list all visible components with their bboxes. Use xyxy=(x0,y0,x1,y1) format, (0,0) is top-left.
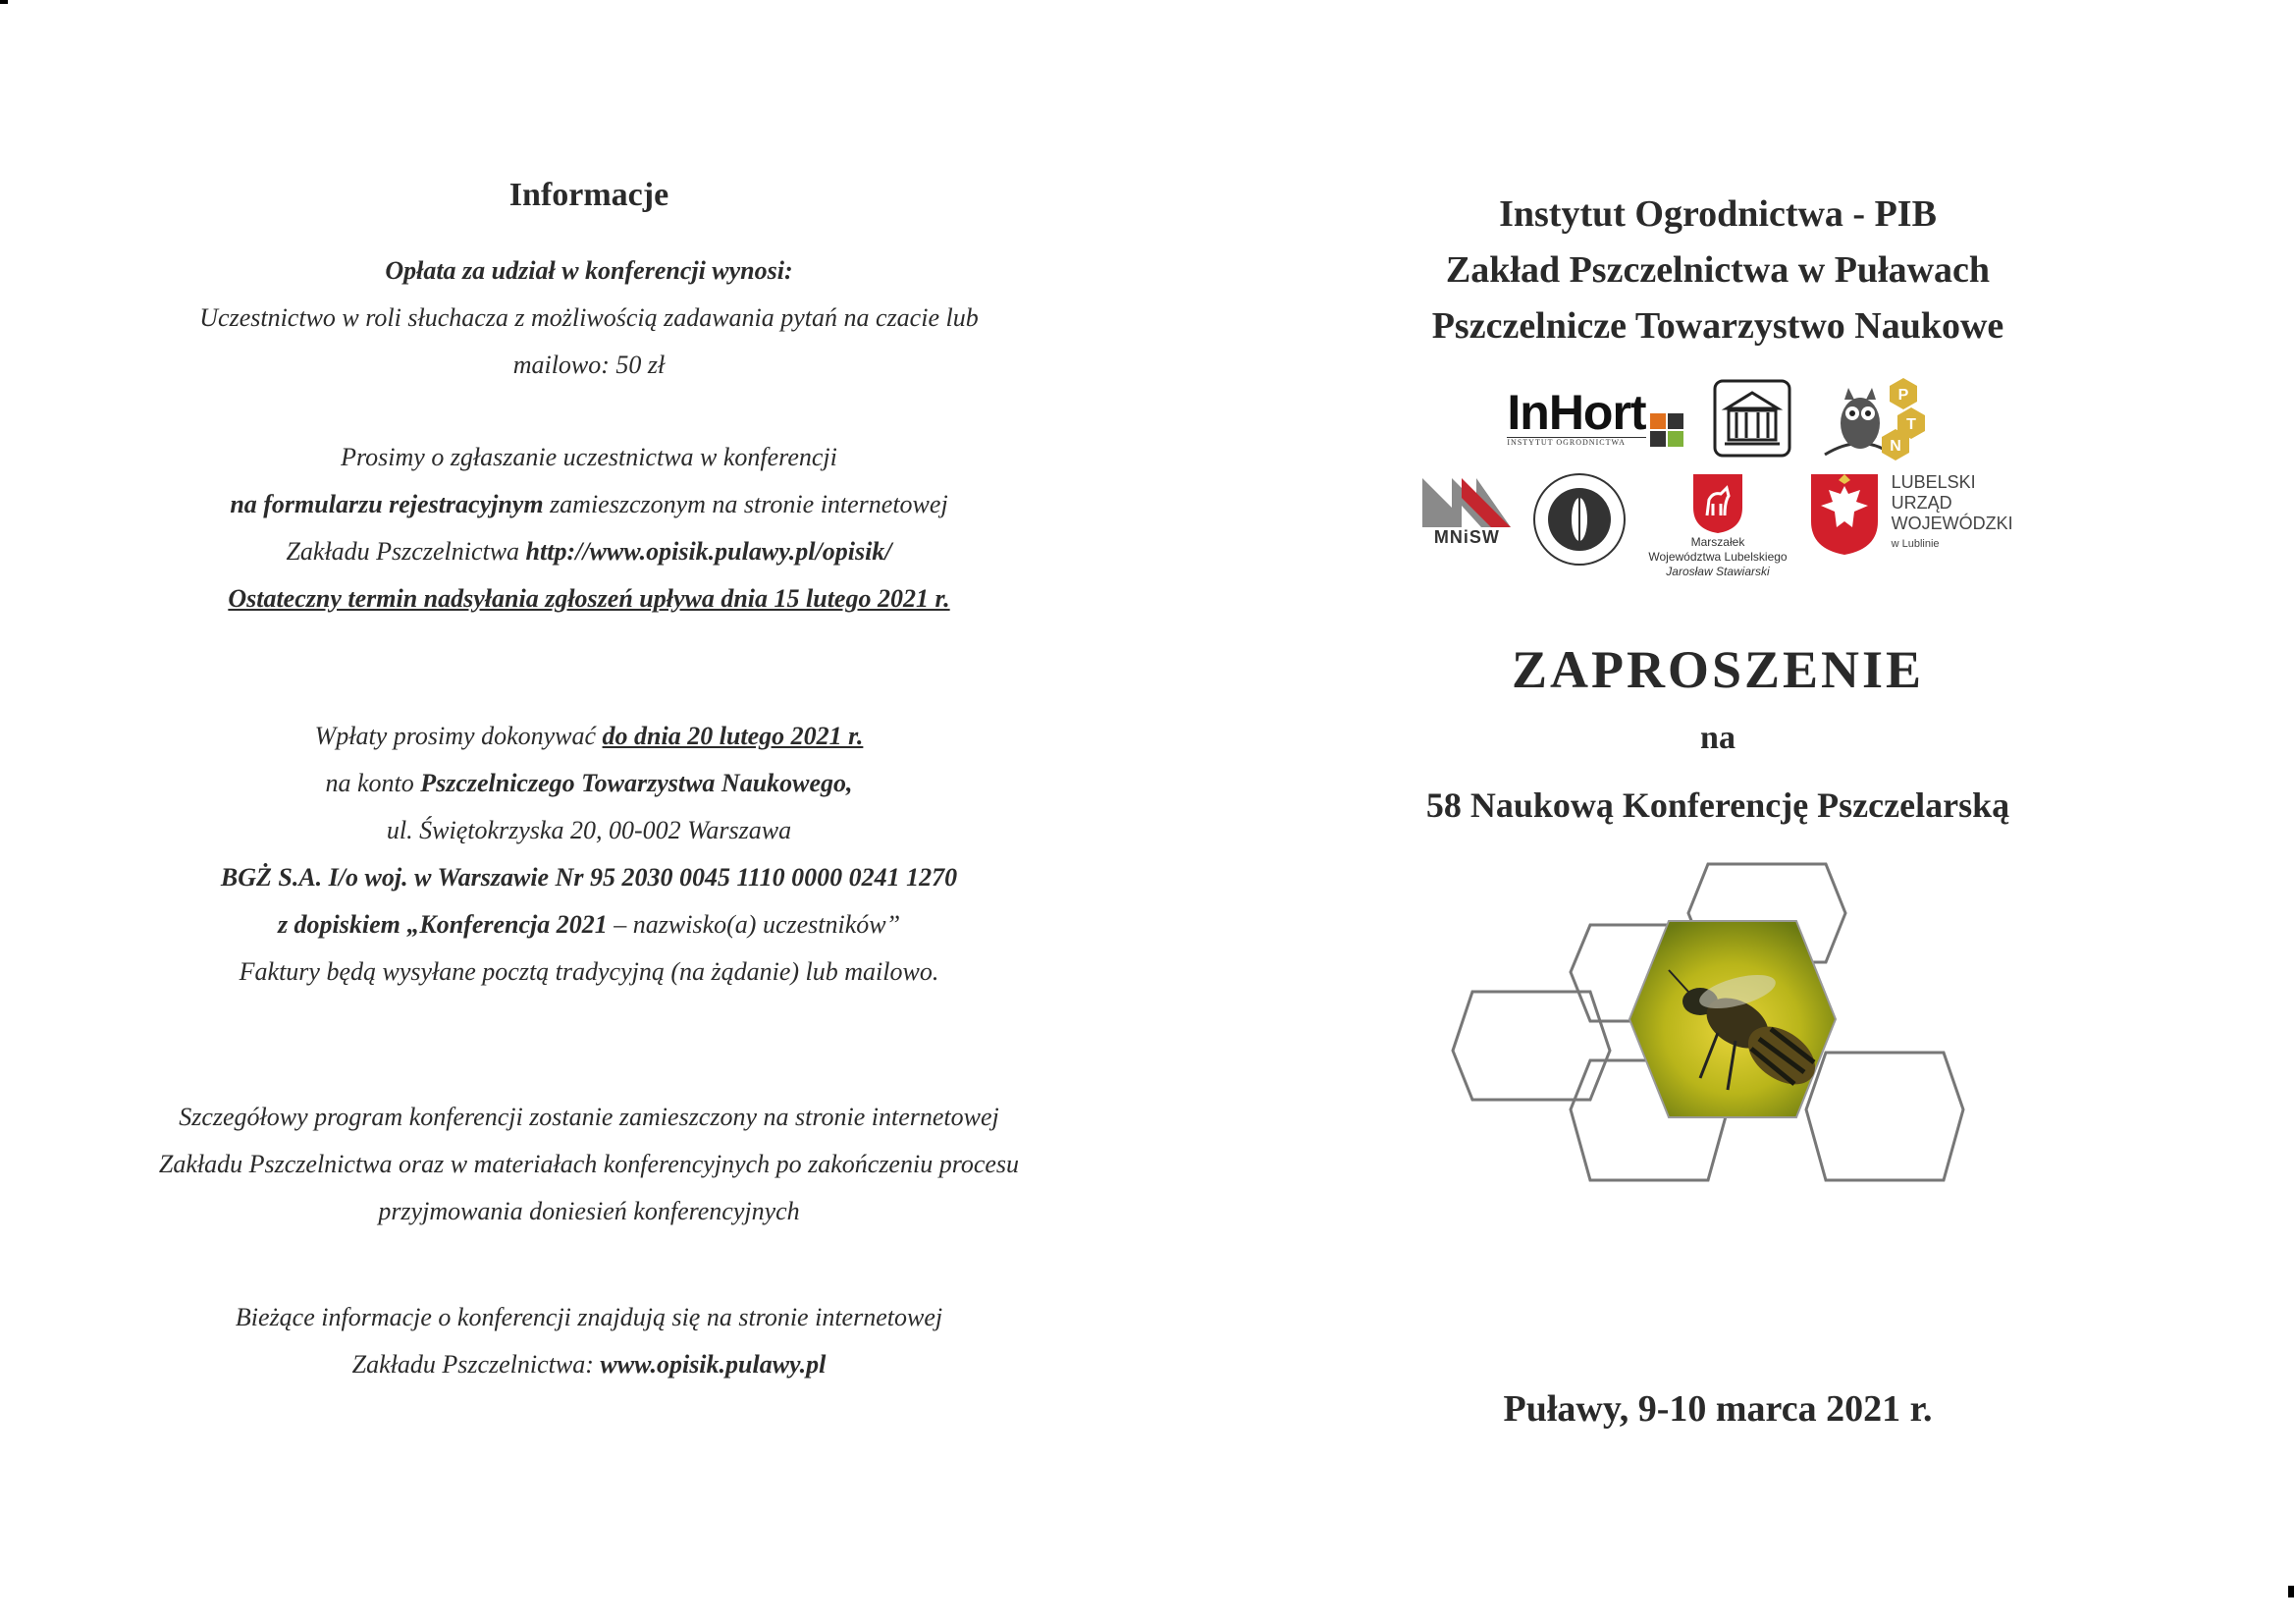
payment-address: ul. Świętokrzyska 20, 00-002 Warszawa xyxy=(386,816,792,844)
marszalek-logo: Marszałek Województwa Lubelskiego Jarosław Stawiarski xyxy=(1648,472,1787,579)
payment-deadline: do dnia 20 lutego 2021 r. xyxy=(602,722,864,750)
ministry-agriculture-seal-icon xyxy=(1532,472,1627,567)
svg-text:T: T xyxy=(1905,416,1916,433)
logo-row-1 xyxy=(1315,374,2120,462)
registration-line-3: Zakładu Pszczelnictwa http://www.opisik.pulawy.pl/opisik/ xyxy=(286,537,892,566)
registration-url-link[interactable]: http://www.opisik.pulawy.pl/opisik/ xyxy=(525,537,892,566)
registration-line-2: na formularzu rejestracyjnym zamieszczonym na stronie internetowej xyxy=(230,490,948,518)
invitation-panel xyxy=(1315,187,2120,830)
header-department: Zakład Pszczelnictwa w Puławach xyxy=(1445,249,1991,291)
registration-deadline: Ostateczny termin nadsyłania zgłoszeń upływa dnia 15 lutego 2021 r. xyxy=(228,584,950,613)
mnisw-logo: MNiSW xyxy=(1422,478,1511,548)
website-link[interactable]: www.opisik.pulawy.pl xyxy=(600,1350,827,1379)
hex-cell xyxy=(1806,1053,1963,1180)
info-line-1: Bieżące informacje o konferencji znajdują się na stronie internetowej xyxy=(235,1303,943,1331)
fee-line-2: mailowo: 50 zł xyxy=(512,351,666,379)
logo-row-2 xyxy=(1315,472,2120,600)
information-panel xyxy=(98,177,1080,1388)
inhort-logo: InHort INSTYTUT OGRODNICTWA xyxy=(1507,390,1682,447)
program-line-1: Szczegółowy program konferencji zostanie zamieszczony na stronie internetowej xyxy=(179,1103,999,1131)
mnisw-icon xyxy=(1422,478,1511,527)
invoice-note: Faktury będą wysyłane pocztą tradycyjną (na żądanie) lub mailowo. xyxy=(239,957,939,986)
luw-logo: LUBELSKI URZĄD WOJEWÓDZKI w Lublinie xyxy=(1809,472,2013,557)
fee-heading: Opłata za udział w konferencji wynosi: xyxy=(385,256,793,285)
bank-account: BGŻ S.A. I/o woj. w Warszawie Nr 95 2030 0045 1110 0000 0241 1270 xyxy=(220,863,958,892)
polish-eagle-emblem-icon xyxy=(1809,472,1880,557)
information-title: Informacje xyxy=(508,177,669,213)
registration-form-label: na formularzu rejestracyjnym xyxy=(230,490,544,518)
scan-mark-top-left xyxy=(0,0,8,4)
payment-line-2: na konto Pszczelniczego Towarzystwa Naukowego, xyxy=(325,769,853,797)
header-institute: Instytut Ogrodnictwa - PIB xyxy=(1499,193,1937,235)
program-line-3: przyjmowania doniesień konferencyjnych xyxy=(378,1197,800,1225)
lublin-coat-of-arms-icon xyxy=(1691,472,1744,535)
header-society: Pszczelnicze Towarzystwo Naukowe xyxy=(1431,305,2004,347)
scan-mark-bottom-right xyxy=(2288,1586,2294,1597)
info-line-2: Zakładu Pszczelnictwa: www.opisik.pulawy.pl xyxy=(351,1350,827,1379)
svg-text:P: P xyxy=(1897,387,1908,404)
invitation-title: ZAPROSZENIE xyxy=(1511,640,1925,699)
conference-title: 58 Naukową Konferencję Pszczelarską xyxy=(1425,785,2010,825)
registration-line-1: Prosimy o zgłaszanie uczestnictwa w konferencji xyxy=(341,443,837,471)
ptn-owl-logo-icon xyxy=(1821,374,1929,462)
payment-line-1: Wpłaty prosimy dokonywać do dnia 20 lutego 2021 r. xyxy=(314,722,864,750)
place-and-date: Puławy, 9-10 marca 2021 r. xyxy=(1503,1388,1933,1430)
payment-note: z dopiskiem „Konferencja 2021 – nazwisko(a) uczestników” xyxy=(277,910,901,939)
invitation-na: na xyxy=(1700,720,1735,756)
building-logo-icon xyxy=(1713,379,1791,458)
svg-text:N: N xyxy=(1889,438,1901,455)
inhort-squares-icon xyxy=(1650,413,1683,447)
honeycomb-bee-graphic xyxy=(1443,854,1973,1188)
program-line-2: Zakładu Pszczelnictwa oraz w materiałach konferencyjnych po zakończeniu procesu xyxy=(158,1150,1020,1178)
fee-line-1: Uczestnictwo w roli słuchacza z możliwością zadawania pytań na czacie lub xyxy=(199,303,979,332)
